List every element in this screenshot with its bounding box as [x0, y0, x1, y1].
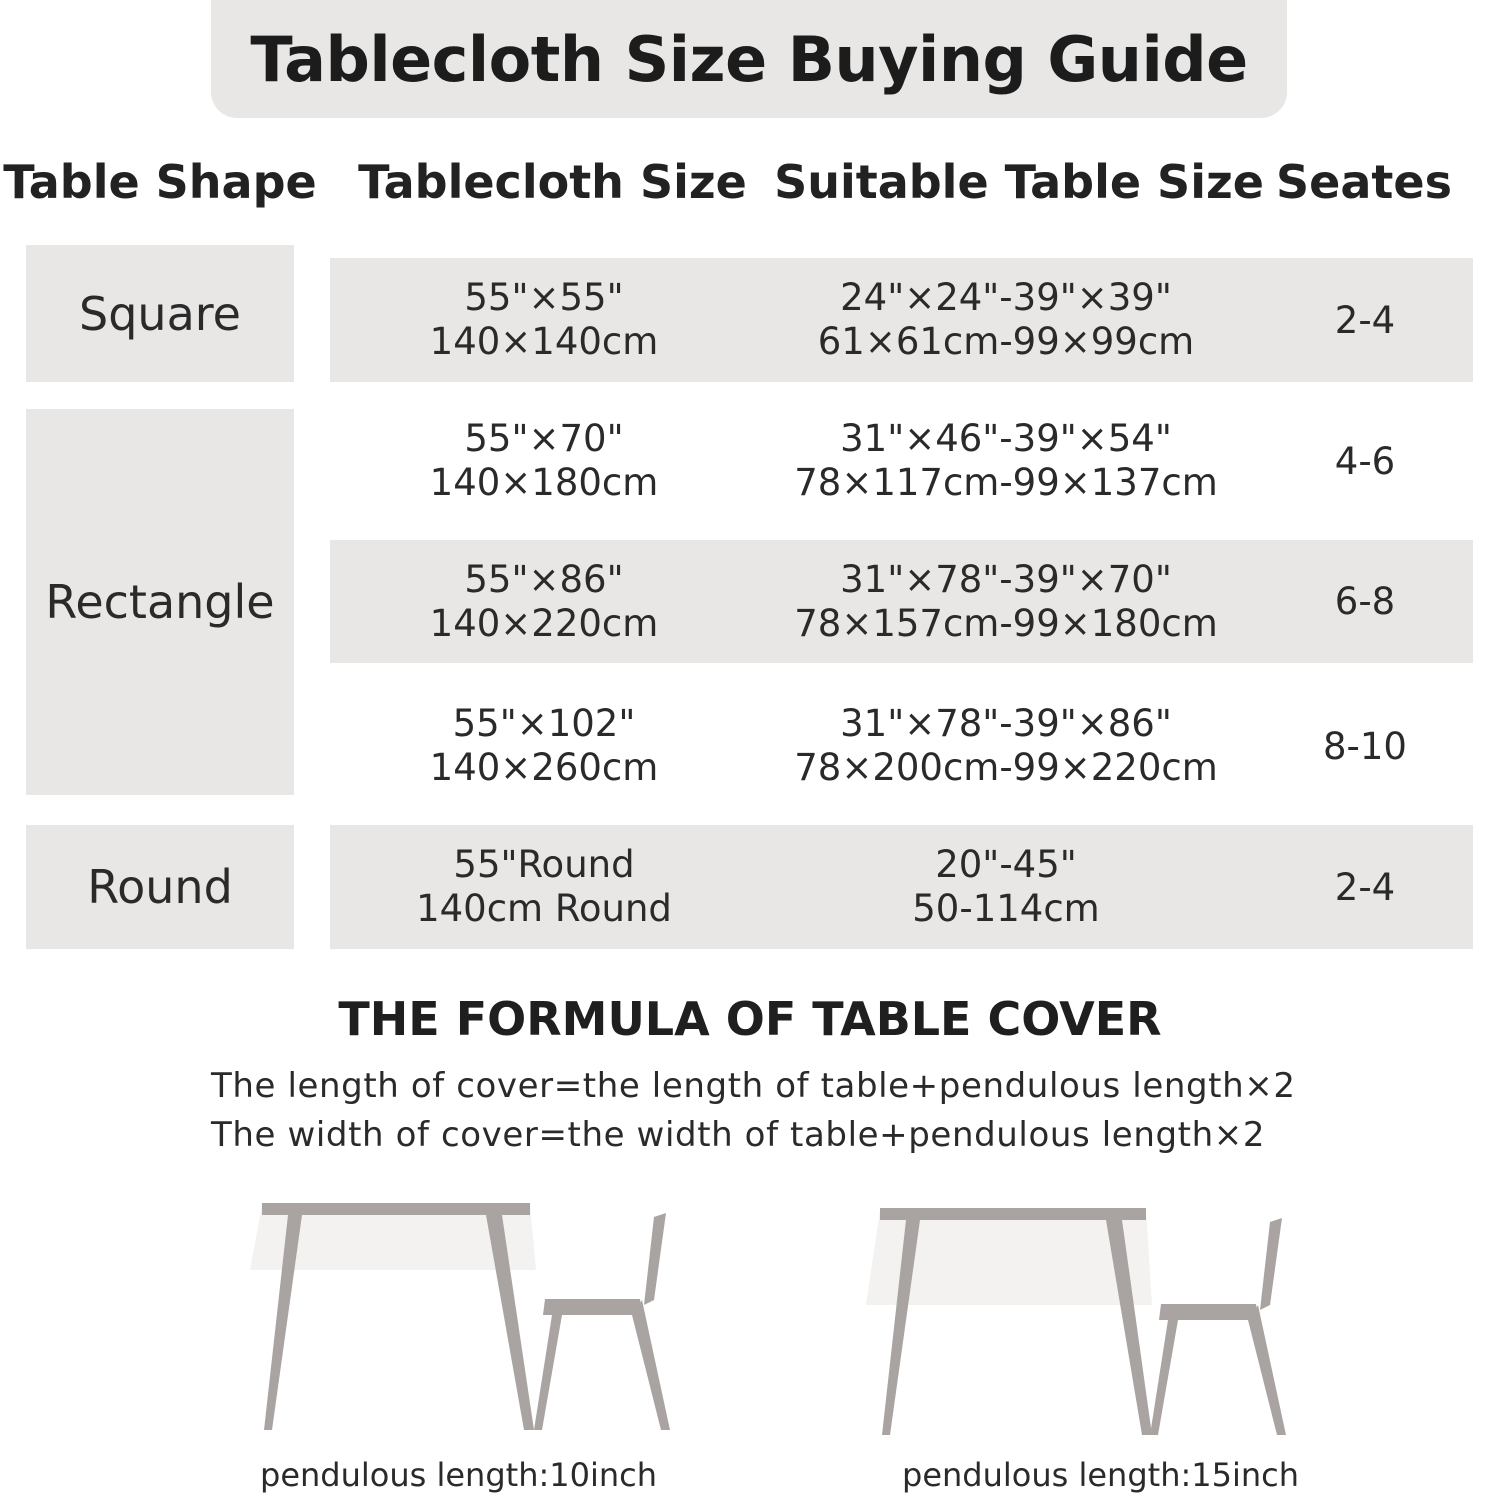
tablecloth-size-cell — [390, 825, 698, 949]
size-cm: 140×140cm — [429, 320, 659, 363]
seats-cell: 4-6 — [1334, 439, 1396, 483]
table-size-cm: 78×157cm-99×180cm — [794, 601, 1218, 645]
chair-back — [1260, 1218, 1282, 1310]
size-cm: 140×260cm — [429, 746, 659, 789]
caption-15inch: pendulous length:15inch — [902, 1456, 1300, 1494]
header-tablecloth-size: Tablecloth Size — [358, 155, 747, 209]
tablecloth-size-cell — [390, 399, 698, 523]
shape-round — [26, 825, 294, 949]
header-suitable-table-size: Suitable Table Size — [774, 155, 1264, 209]
shape-square — [26, 245, 294, 382]
seats-cell: 2-4 — [1334, 865, 1396, 909]
size-cm: 140cm Round — [416, 887, 672, 930]
table-size-cell — [780, 684, 1232, 808]
seats-cell: 2-4 — [1334, 298, 1396, 342]
caption-10inch: pendulous length:10inch — [260, 1456, 658, 1494]
formula-length: The length of cover=the length of table+pendulous length×2 — [211, 1066, 1296, 1106]
header-seats: Seates — [1276, 155, 1452, 209]
table-size-inches: 31"×46"-39"×54" — [840, 417, 1172, 460]
seats-cell: 8-10 — [1323, 724, 1407, 768]
table-chair-illustration-10inch — [240, 1195, 680, 1440]
size-inches: 55"×70" — [464, 417, 624, 460]
tablecloth-size-cell — [390, 258, 698, 382]
table-size-inches: 31"×78"-39"×86" — [840, 702, 1172, 745]
chair-leg — [1248, 1305, 1286, 1435]
table-size-inches: 24"×24"-39"×39" — [840, 276, 1172, 319]
chair-back — [644, 1213, 666, 1305]
table-size-cm: 50-114cm — [912, 887, 1100, 930]
chair-leg — [632, 1300, 670, 1430]
chair-leg — [534, 1315, 562, 1430]
table-size-cell — [780, 540, 1232, 663]
page-title: Tablecloth Size Buying Guide — [250, 22, 1248, 96]
table-size-cm: 61×61cm-99×99cm — [817, 320, 1195, 363]
size-inches: 55"×86" — [464, 557, 624, 601]
header-table-shape: Table Shape — [3, 155, 317, 209]
shape-square-label: Square — [79, 286, 241, 341]
shape-rectangle-label: Rectangle — [45, 575, 275, 629]
table-size-cm: 78×117cm-99×137cm — [794, 461, 1218, 504]
table-size-cell — [780, 258, 1232, 382]
table-size-inches: 31"×78"-39"×70" — [840, 557, 1172, 601]
table-size-inches: 20"-45" — [935, 843, 1077, 886]
chair-seat — [543, 1299, 642, 1315]
shape-rectangle — [26, 409, 294, 795]
size-cm: 140×220cm — [429, 601, 659, 645]
tabletop — [262, 1203, 530, 1215]
size-inches: 55"×102" — [452, 702, 636, 745]
tablecloth-size-cell — [390, 540, 698, 663]
shape-round-label: Round — [87, 860, 233, 914]
table-chair-illustration-15inch — [860, 1200, 1300, 1445]
chair-seat — [1159, 1304, 1258, 1320]
title-banner — [211, 0, 1287, 118]
size-inches: 55"×55" — [464, 276, 624, 319]
tabletop — [880, 1208, 1146, 1220]
formula-width: The width of cover=the width of table+pendulous length×2 — [211, 1115, 1266, 1155]
formula-title: THE FORMULA OF TABLE COVER — [338, 992, 1162, 1046]
size-cm: 140×180cm — [429, 461, 659, 504]
size-inches: 55"Round — [453, 843, 635, 886]
table-size-cell — [780, 825, 1232, 949]
chair-leg — [1150, 1320, 1178, 1435]
tablecloth-size-cell — [390, 684, 698, 808]
seats-cell: 6-8 — [1334, 580, 1396, 623]
table-size-cm: 78×200cm-99×220cm — [794, 746, 1218, 789]
table-size-cell — [780, 399, 1232, 523]
